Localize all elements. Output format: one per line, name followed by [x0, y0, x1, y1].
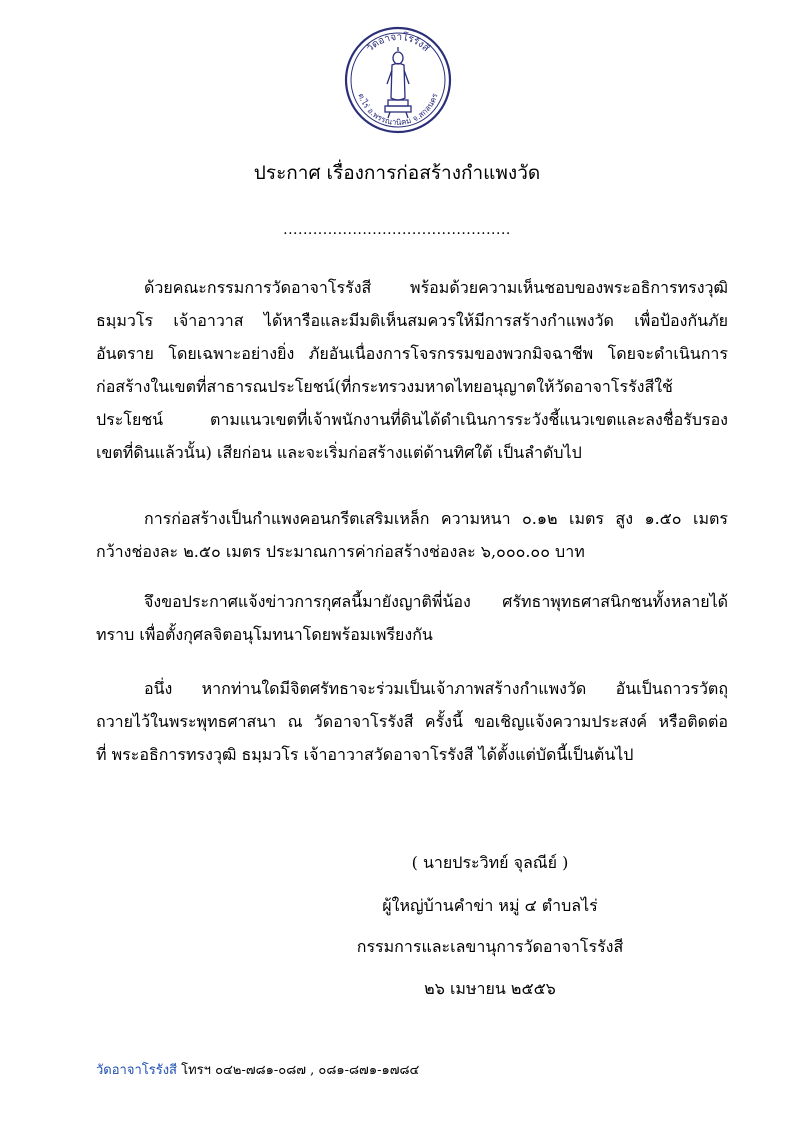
- seal-emblem-icon: [343, 18, 453, 148]
- paragraph-contact: [96, 672, 728, 771]
- signatory-name: ( นายประวิทย์ จุลณีย์ ): [411, 853, 569, 872]
- text-line: กว้างช่องละ ๒.๕๐ เมตร ประมาณการค่าก่อสร้างช่องละ ๖,๐๐๐.๐๐ บาท: [96, 542, 585, 561]
- title-separator: ..............................................: [283, 222, 511, 238]
- text-line: ก่อสร้างในเขตที่สาธารณประโยชน์(ที่กระทรวงมหาดไทยอนุญาตให้วัดอาจาโรรังสีใช้: [96, 377, 673, 396]
- seal-bottom-text: ต.ไร่ อ.พรรณานิคม จ.สกลนคร: [356, 92, 440, 128]
- text-line: อนึ่ง หากท่านใดมีจิตศรัทธาจะร่วมเป็นเจ้าภาพสร้างกำแพงวัด อันเป็นถาวรวัตถุ: [144, 679, 728, 698]
- paragraph-construction-details: [96, 502, 728, 568]
- page-title: ประกาศ เรื่องการก่อสร้างกำแพงวัด: [253, 162, 541, 184]
- text-line: ประโยชน์ ตามแนวเขตที่เจ้าพนักงานที่ดินได้ดำเนินการระวังชี้แนวเขตและลงชื่อรับรอง: [96, 410, 728, 429]
- signatory-position: ผู้ใหญ่บ้านคำข่า หมู่ ๔ ตำบลไร่: [382, 896, 598, 915]
- footer-temple-name: วัดอาจาโรรังสี: [96, 1063, 177, 1078]
- text-line: จึงขอประกาศแจ้งข่าวการกุศลนี้มายังญาติพี่น้อง ศรัทธาพุทธศาสนิกชนทั้งหลายได้: [144, 592, 728, 611]
- paragraph-invitation: [96, 585, 728, 651]
- text-line: ทราบ เพื่อตั้งกุศลจิตอนุโมทนาโดยพร้อมเพรียงกัน: [96, 625, 433, 644]
- text-line: การก่อสร้างเป็นกำแพงคอนกรีตเสริมเหล็ก ความหนา ๐.๑๒ เมตร สูง ๑.๕๐ เมตร: [144, 509, 728, 528]
- paragraph-announcement: [96, 271, 728, 469]
- footer-phone: โทรฯ ๐๔๒-๗๘๑-๐๘๗ , ๐๘๑-๘๗๑-๑๗๘๔: [177, 1063, 420, 1078]
- temple-seal: [343, 18, 453, 148]
- footer-contact: [96, 1059, 419, 1080]
- text-line: ด้วยคณะกรรมการวัดอาจาโรรังสี พร้อมด้วยความเห็นชอบของพระอธิการทรงวุฒิ: [144, 278, 728, 297]
- seal-top-text: วัดอาจาโรรังสี: [364, 31, 432, 55]
- announcement-date: ๒๖ เมษายน ๒๕๕๖: [424, 979, 556, 998]
- text-line: ธมฺมวโร เจ้าอาวาส ได้หารือและมีมติเห็นสมควรให้มีการสร้างกำแพงวัด เพื่อป้องกันภัย: [96, 311, 728, 330]
- text-line: ที่ พระอธิการทรงวุฒิ ธมฺมวโร เจ้าอาวาสวัดอาจาโรรังสี ได้ตั้งแต่บัดนี้เป็นต้นไป: [96, 745, 634, 764]
- signatory-role: กรรมการและเลขานุการวัดอาจาโรรังสี: [356, 937, 624, 956]
- text-line: ถวายไว้ในพระพุทธศาสนา ณ วัดอาจาโรรังสี ครั้งนี้ ขอเชิญแจ้งความประสงค์ หรือติดต่อ: [96, 712, 728, 731]
- text-line: อันตราย โดยเฉพาะอย่างยิ่ง ภัยอันเนื่องการโจรกรรมของพวกมิจฉาชีพ โดยจะดำเนินการ: [96, 344, 728, 363]
- text-line: เขตที่ดินแล้วนั้น) เสียก่อน และจะเริ่มก่อสร้างแต่ด้านทิศใต้ เป็นลำดับไป: [96, 443, 582, 462]
